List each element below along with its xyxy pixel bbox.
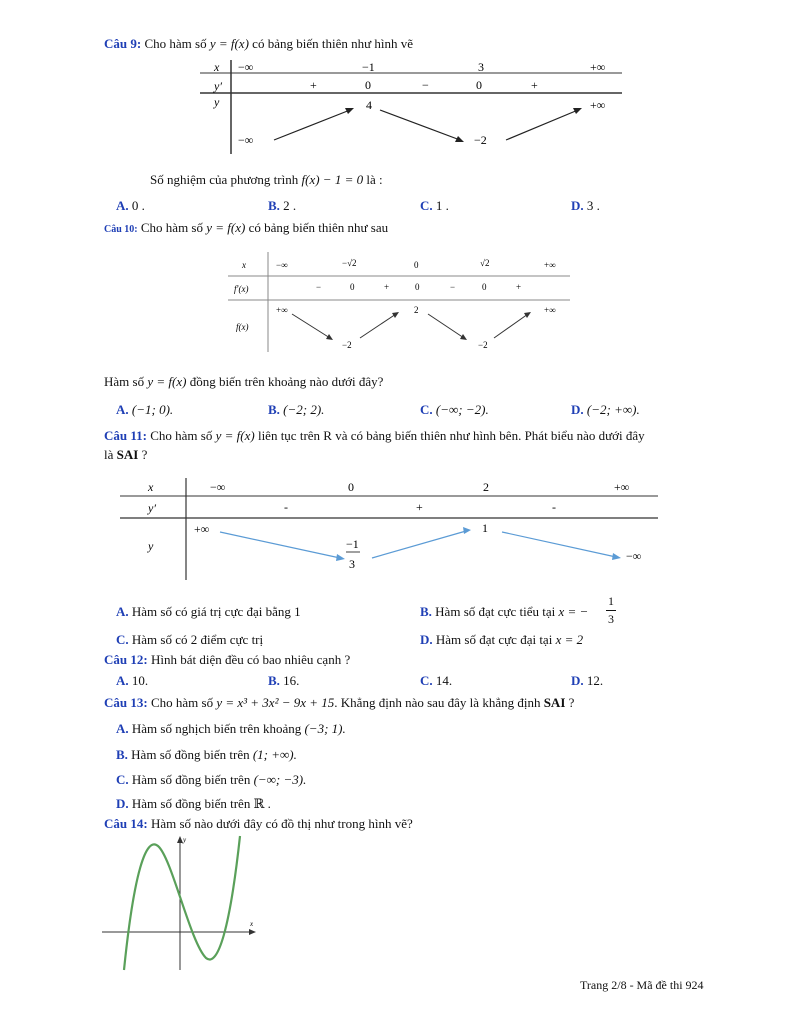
q14-graph bbox=[100, 832, 262, 972]
q10-x1: −√2 bbox=[342, 258, 357, 268]
q11-sign2: - bbox=[552, 500, 556, 514]
q12-option-a[interactable]: A. 10. bbox=[116, 673, 149, 688]
q11-variation-table bbox=[118, 476, 660, 584]
q9-sign4: + bbox=[531, 78, 538, 92]
q11-sign0: - bbox=[284, 500, 288, 514]
q10-sign4: − bbox=[450, 282, 456, 292]
q10-sign5: 0 bbox=[482, 282, 487, 292]
q10-option-a[interactable]: A. (−1; 0). bbox=[116, 402, 174, 417]
q10-option-c[interactable]: C. (−∞; −2). bbox=[420, 402, 489, 417]
q11-x3: +∞ bbox=[614, 480, 630, 494]
page-footer: Trang 2/8 - Mã đề thi 924 bbox=[580, 978, 704, 992]
q11-y1-num: −1 bbox=[346, 537, 359, 551]
q9-row-y: y bbox=[214, 95, 220, 109]
q10-sign1: 0 bbox=[350, 282, 355, 292]
q10-y4: +∞ bbox=[544, 305, 556, 315]
q10-func: y = f(x) bbox=[206, 220, 246, 235]
q11-label: Câu 11: bbox=[104, 428, 147, 443]
q9-y0: −∞ bbox=[238, 133, 254, 147]
q9-x3: +∞ bbox=[590, 60, 606, 74]
q9-x1: −1 bbox=[362, 60, 375, 74]
q9-label: Câu 9: bbox=[104, 36, 142, 51]
q9-stem: Câu 9: Cho hàm số y = f(x) có bảng biến thiên như hình vẽ bbox=[104, 36, 414, 51]
q10-sign0: − bbox=[316, 282, 322, 292]
q11-row-x: x bbox=[148, 480, 154, 494]
q10-sign6: + bbox=[516, 282, 522, 292]
q9-x2: 3 bbox=[478, 60, 484, 74]
q10-y3: −2 bbox=[478, 340, 488, 350]
q10-x4: +∞ bbox=[544, 260, 556, 270]
q10-row-y: f(x) bbox=[236, 322, 249, 332]
q11-x2: 2 bbox=[483, 480, 489, 494]
q9-sign2: − bbox=[422, 78, 429, 92]
q10-y0: +∞ bbox=[276, 305, 288, 315]
q11-option-c[interactable]: C. Hàm số có 2 điểm cực trị bbox=[116, 632, 264, 647]
q11-sign1: + bbox=[416, 500, 423, 514]
q10-sign3: 0 bbox=[415, 282, 420, 292]
q9-row-yp: y′ bbox=[214, 79, 222, 93]
q9-option-c[interactable]: C. 1 . bbox=[420, 198, 449, 213]
q9-option-d[interactable]: D. 3 . bbox=[571, 198, 600, 213]
q11-b-num: 1 bbox=[608, 594, 614, 608]
q10-question: Hàm số y = f(x) đồng biến trên khoảng nào dưới đây? bbox=[104, 374, 384, 389]
q10-sign2: + bbox=[384, 282, 390, 292]
q14-axis-x: x bbox=[250, 920, 254, 928]
q11-x1: 0 bbox=[348, 480, 354, 494]
q10-y1: −2 bbox=[342, 340, 352, 350]
q10-x2: 0 bbox=[414, 260, 419, 270]
q13-label: Câu 13: bbox=[104, 695, 148, 710]
q13-option-c[interactable]: C. Hàm số đồng biến trên (−∞; −3). bbox=[116, 772, 307, 787]
q11-y2: 1 bbox=[482, 521, 488, 535]
q11-y0: +∞ bbox=[194, 522, 210, 536]
q9-equation: f(x) − 1 = 0 bbox=[301, 172, 364, 187]
q11-row-y: y bbox=[148, 539, 154, 553]
q10-label: Câu 10: bbox=[104, 224, 138, 235]
q9-y1: 4 bbox=[366, 98, 372, 112]
q9-func: y = f(x) bbox=[209, 36, 249, 51]
q9-y2: −2 bbox=[474, 133, 487, 147]
q10-row-yp: f′(x) bbox=[234, 284, 249, 294]
q14-curve bbox=[124, 836, 240, 970]
q9-option-b[interactable]: B. 2 . bbox=[268, 198, 297, 213]
q11-row-yp: y′ bbox=[148, 501, 156, 515]
q13-stem: Câu 13: Cho hàm số y = x³ + 3x² − 9x + 15. Khẳng định nào sau đây là khẳng định SAI ? bbox=[104, 695, 575, 710]
q14-axis-y: y bbox=[183, 836, 187, 844]
q9-row-x: x bbox=[214, 60, 220, 74]
q11-func: y = f(x) bbox=[215, 428, 255, 443]
q10-option-b[interactable]: B. (−2; 2). bbox=[268, 402, 325, 417]
q12-option-b[interactable]: B. 16. bbox=[268, 673, 300, 688]
q11-y3: −∞ bbox=[626, 549, 642, 563]
q13-func: y = x³ + 3x² − 9x + 15 bbox=[216, 695, 335, 710]
q9-option-a[interactable]: A. 0 . bbox=[116, 198, 145, 213]
q9-question: Số nghiệm của phương trình f(x) − 1 = 0 là : bbox=[150, 172, 383, 187]
q10-x3: √2 bbox=[480, 258, 490, 268]
q13-option-d[interactable]: D. Hàm số đồng biến trên ℝ . bbox=[116, 796, 271, 811]
q10-variation-table bbox=[226, 250, 572, 354]
q12-option-d[interactable]: D. 12. bbox=[571, 673, 604, 688]
q12-label: Câu 12: bbox=[104, 652, 148, 667]
q10-option-d[interactable]: D. (−2; +∞). bbox=[571, 402, 640, 417]
q12-option-c[interactable]: C. 14. bbox=[420, 673, 453, 688]
q9-x0: −∞ bbox=[238, 60, 254, 74]
q10-row-x: x bbox=[242, 260, 246, 270]
q10-stem: Câu 10: Cho hàm số y = f(x) có bảng biến thiên như sau bbox=[104, 220, 389, 235]
q9-sign0: + bbox=[310, 78, 317, 92]
q11-b-den: 3 bbox=[608, 612, 614, 626]
q12-stem: Câu 12: Hình bát diện đều có bao nhiêu cạnh ? bbox=[104, 652, 351, 667]
q11-option-d[interactable]: D. Hàm số đạt cực đại tại x = 2 bbox=[420, 632, 584, 647]
q9-y3: +∞ bbox=[590, 98, 606, 112]
q14-stem: Câu 14: Hàm số nào dưới đây có đồ thị như trong hình vẽ? bbox=[104, 816, 413, 831]
q11-y1-den: 3 bbox=[349, 557, 355, 571]
q11-option-a[interactable]: A. Hàm số có giá trị cực đại bằng 1 bbox=[116, 604, 301, 619]
q11-stem-line2: là SAI ? bbox=[104, 447, 148, 462]
q9-sign3: 0 bbox=[476, 78, 482, 92]
q13-option-b[interactable]: B. Hàm số đồng biến trên (1; +∞). bbox=[116, 747, 297, 762]
q9-sign1: 0 bbox=[365, 78, 371, 92]
q9-variation-table bbox=[198, 58, 624, 158]
q11-x0: −∞ bbox=[210, 480, 226, 494]
q10-y2: 2 bbox=[414, 305, 419, 315]
q11-stem: Câu 11: Cho hàm số y = f(x) liên tục trên R và có bảng biến thiên như hình bên. Phát biểu nào dưới đây bbox=[104, 428, 645, 443]
q10-x0: −∞ bbox=[276, 260, 288, 270]
q13-option-a[interactable]: A. Hàm số nghịch biến trên khoảng (−3; 1). bbox=[116, 721, 346, 736]
q14-label: Câu 14: bbox=[104, 816, 148, 831]
q10-func2: y = f(x) bbox=[147, 374, 187, 389]
